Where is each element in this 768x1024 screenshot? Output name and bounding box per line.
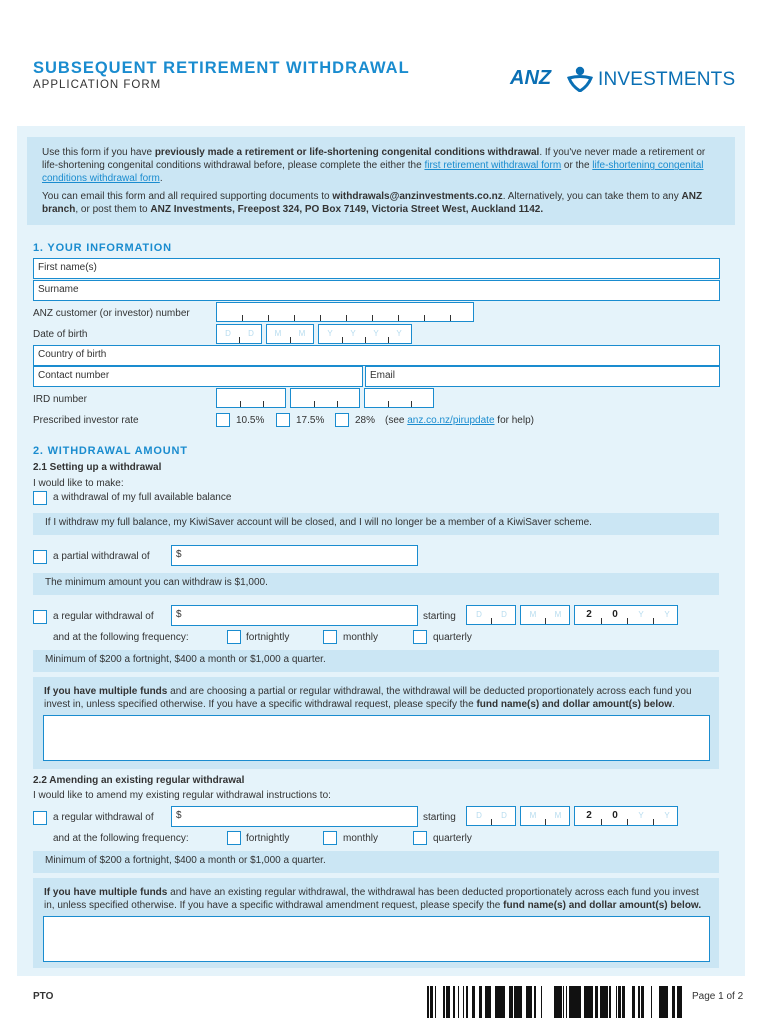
intro-box [27,137,735,225]
date-digit: 0 [612,609,618,620]
amend-year-input[interactable] [574,806,678,826]
partial-withdrawal-checkbox[interactable] [33,550,47,564]
regular-minimum-note: Minimum of $200 a fortnight, $400 a month or $1,000 a quarter. [33,650,719,672]
pir-10-5-label: 10.5% [236,415,265,426]
date-digit: M [554,811,562,820]
first-retirement-form-link[interactable]: first retirement withdrawal form [424,160,562,172]
logo-investments-text: INVESTMENTS [598,69,736,90]
date-digit: M [529,610,537,619]
dob-digit: Y [373,329,379,338]
fortnightly-checkbox[interactable] [227,630,241,644]
multiple-funds-text-1: If you have multiple funds and are choosing a partial or regular withdrawal, the withdrawal will be deducted proportionately across each fund you invest in, unless specified otherwise. If you have a specific withdrawal request, please specify the fund name(s) and dollar amount(s) below. [44,686,692,710]
pir-28-checkbox[interactable] [335,413,349,427]
fund-details-textarea-1[interactable] [43,715,710,761]
regular-withdrawal-label: a regular withdrawal of [53,611,154,622]
date-digit: D [501,610,507,619]
customer-number-input[interactable] [216,302,474,322]
start-month-input[interactable] [520,605,570,625]
amend-starting-label: starting [423,812,456,823]
pir-help-link[interactable]: anz.co.nz/pirupdate [407,415,495,426]
full-withdrawal-checkbox[interactable] [33,491,47,505]
date-digit: Y [664,811,670,820]
multiple-funds-box-2 [33,878,719,968]
date-digit: 2 [586,609,592,620]
minimum-amount-note: The minimum amount you can withdraw is $1,000. [33,573,719,595]
partial-withdrawal-label: a partial withdrawal of [53,551,150,562]
date-digit: D [476,811,482,820]
amend-regular-label: a regular withdrawal of [53,812,154,823]
date-digit: 2 [586,810,592,821]
amend-fortnightly-checkbox[interactable] [227,831,241,845]
amend-quarterly-label: quarterly [433,833,472,844]
dob-digit: D [248,329,254,338]
multiple-funds-text-2: If you have multiple funds and have an existing regular withdrawal, the withdrawal has been deducted proportionately across each fund you invest in, unless specified otherwise. If you have a specific withdrawal amendment request, please specify the fund name(s) and dollar amount(s) below. [44,887,702,911]
dob-digit: M [274,329,282,338]
amend-label: I would like to amend my existing regular withdrawal instructions to: [33,790,331,801]
date-digit: D [501,811,507,820]
frequency-label: and at the following frequency: [53,632,189,643]
regular-amount-input[interactable]: $ [171,605,418,626]
pir-17-5-label: 17.5% [296,415,325,426]
dob-year-input[interactable] [318,324,412,344]
monthly-label: monthly [343,632,379,643]
date-digit: 0 [612,810,618,821]
subsection-2-2-heading: 2.2 Amending an existing regular withdrawal [33,775,245,786]
pir-17-5-checkbox[interactable] [276,413,290,427]
date-digit: Y [664,610,670,619]
pir-28-label: 28% [355,415,376,426]
partial-amount-input[interactable]: $ [171,545,418,566]
ird-part-2-input[interactable] [290,388,360,408]
amend-amount-input[interactable]: $ [171,806,418,827]
amend-minimum-note: Minimum of $200 a fortnight, $400 a month or $1,000 a quarter. [33,851,719,873]
dob-digit: D [225,329,231,338]
amend-fortnightly-label: fortnightly [246,833,290,844]
first-name-field[interactable]: First name(s) [33,258,720,279]
form-title: SUBSEQUENT RETIREMENT WITHDRAWAL [33,59,410,77]
section-2-heading: 2. WITHDRAWAL AMOUNT [33,445,188,457]
start-day-input[interactable] [466,605,516,625]
date-digit: Y [638,811,644,820]
form-subtitle: APPLICATION FORM [33,79,162,91]
start-year-input[interactable] [574,605,678,625]
quarterly-label: quarterly [433,632,472,643]
amend-month-input[interactable] [520,806,570,826]
starting-label: starting [423,611,456,622]
anz-people-icon [566,66,594,92]
date-digit: M [529,811,537,820]
logo-anz-text: ANZ [510,67,552,89]
ird-part-1-input[interactable] [216,388,286,408]
pir-help-text: (see anz.co.nz/pirupdate for help) [385,415,534,426]
dob-digit: Y [350,329,356,338]
pir-label: Prescribed investor rate [33,415,139,426]
ird-part-3-input[interactable] [364,388,434,408]
section-1-heading: 1. YOUR INFORMATION [33,242,172,254]
subsection-2-1-heading: 2.1 Setting up a withdrawal [33,462,162,473]
customer-number-label: ANZ customer (or investor) number [33,308,190,319]
page-number: Page 1 of 2 [692,991,744,1002]
full-balance-note: If I withdraw my full balance, my KiwiSaver account will be closed, and I will no longer be a member of a KiwiSaver scheme. [33,513,719,535]
contact-number-field[interactable]: Contact number [33,366,363,387]
barcode [427,986,682,1018]
dob-digit: M [298,329,306,338]
fund-details-textarea-2[interactable] [43,916,710,962]
country-of-birth-field[interactable]: Country of birth [33,345,720,366]
pto-label: PTO [33,991,54,1002]
amend-quarterly-checkbox[interactable] [413,831,427,845]
full-withdrawal-label: a withdrawal of my full available balance [53,492,232,503]
date-digit: M [554,610,562,619]
regular-withdrawal-checkbox[interactable] [33,610,47,624]
anz-investments-logo [510,64,735,96]
dob-label: Date of birth [33,329,88,340]
amend-frequency-label: and at the following frequency: [53,833,189,844]
amend-regular-checkbox[interactable] [33,811,47,825]
amend-day-input[interactable] [466,806,516,826]
intro-paragraph-1: Use this form if you have previously made a retirement or life-shortening congenital conditions withdrawal. If you've never made a retirement or life-shortening congenital conditions withdrawal before, please complete the either the first retirement withdrawal form or the life-shortening congenital conditions withdrawal form. [42,147,706,185]
make-label: I would like to make: [33,478,124,489]
email-field[interactable]: Email [365,366,720,387]
surname-field[interactable]: Surname [33,280,720,301]
date-digit: Y [638,610,644,619]
lscc-form-link[interactable]: life-shortening congenital conditions withdrawal form [42,160,704,185]
ird-label: IRD number [33,394,87,405]
dob-month-input[interactable] [266,324,314,344]
amend-monthly-label: monthly [343,833,379,844]
monthly-checkbox[interactable] [323,630,337,644]
dob-digit: Y [327,329,333,338]
pir-10-5-checkbox[interactable] [216,413,230,427]
multiple-funds-box-1 [33,677,719,769]
quarterly-checkbox[interactable] [413,630,427,644]
amend-monthly-checkbox[interactable] [323,831,337,845]
intro-paragraph-2: You can email this form and all required supporting documents to withdrawals@anzinvestments.co.nz. Alternatively, you can take them to any ANZ branch, or post them to ANZ Investments, Freepost 324, PO Box 7149, Victoria Street West, Auckland 1142. [42,190,703,215]
dob-digit: Y [396,329,402,338]
date-digit: D [476,610,482,619]
fortnightly-label: fortnightly [246,632,290,643]
dob-day-input[interactable] [216,324,262,344]
